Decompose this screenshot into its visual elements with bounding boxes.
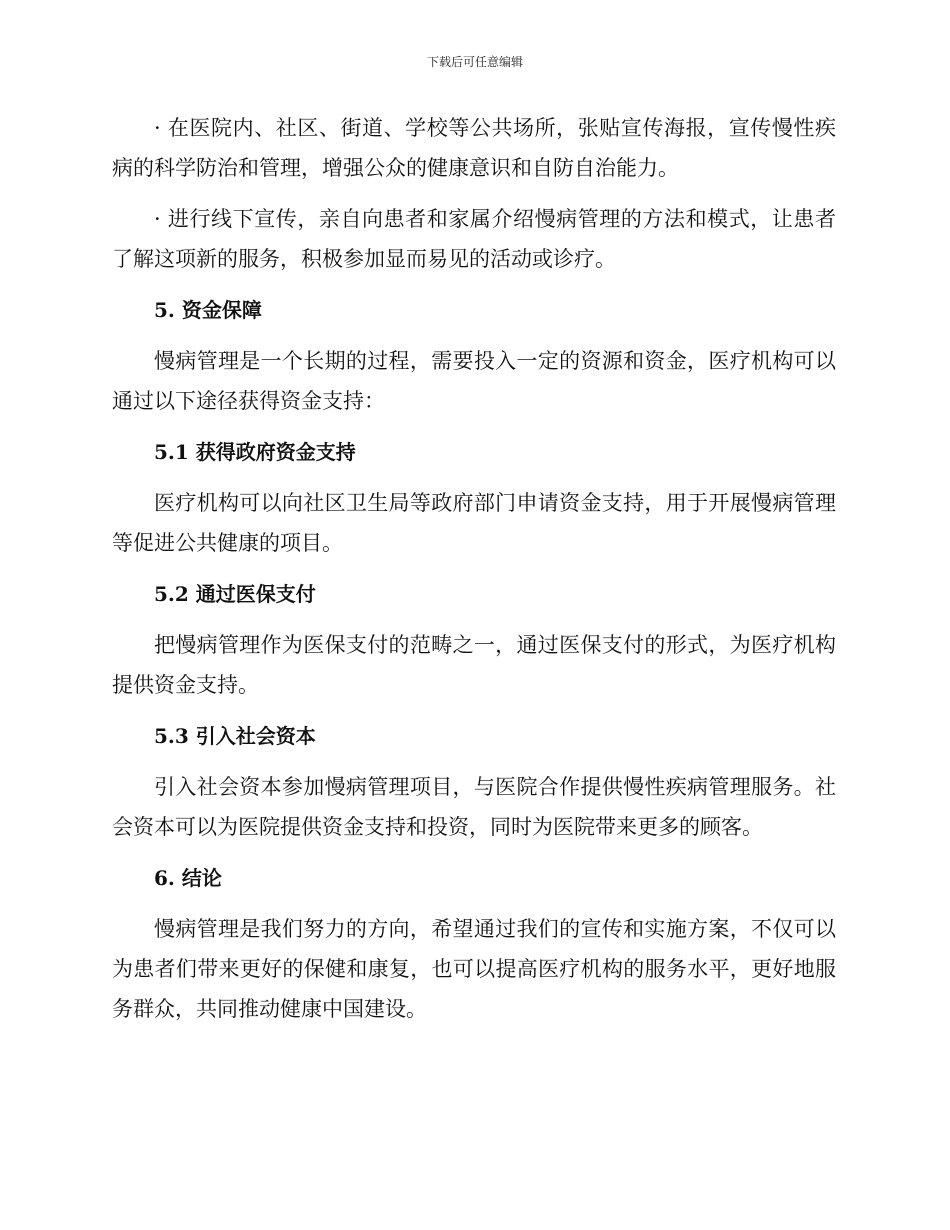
section-heading-funding: 5. 资金保障: [154, 298, 262, 322]
subsection-paragraph-medical-insurance: 把慢病管理作为医保支付的范畴之一，通过医保支付的形式，为医疗机构提供资金支持。: [112, 633, 836, 697]
subsection-heading-government-funding: 5.1 获得政府资金支持: [154, 440, 356, 464]
subsection-paragraph-social-capital: 引入社会资本参加慢病管理项目，与医院合作提供慢性疾病管理服务。社会资本可以为医院提供资金支持和投资，同时为医院带来更多的顾客。: [112, 775, 836, 839]
bullet-paragraph-offline-promotion: · 进行线下宣传，亲自向患者和家属介绍慢病管理的方法和模式，让患者了解这项新的服务，积极参加显而易见的活动或诊疗。: [112, 207, 836, 271]
section-paragraph-conclusion: 慢病管理是我们努力的方向，希望通过我们的宣传和实施方案，不仅可以为患者们带来更好的保健和康复，也可以提高医疗机构的服务水平，更好地服务群众，共同推动健康中国建设。: [112, 917, 836, 1021]
section-heading-conclusion: 6. 结论: [154, 866, 222, 890]
subsection-heading-medical-insurance: 5.2 通过医保支付: [154, 582, 316, 606]
document-body: [112, 108, 836, 1040]
subsection-paragraph-government-funding: 医疗机构可以向社区卫生局等政府部门申请资金支持，用于开展慢病管理等促进公共健康的项目。: [112, 491, 836, 555]
section-paragraph-funding: 慢病管理是一个长期的过程，需要投入一定的资源和资金，医疗机构可以通过以下途径获得资金支持：: [112, 349, 836, 413]
subsection-heading-social-capital: 5.3 引入社会资本: [154, 724, 316, 748]
bullet-paragraph-posters: · 在医院内、社区、街道、学校等公共场所，张贴宣传海报，宣传慢性疾病的科学防治和管理，增强公众的健康意识和自防自治能力。: [112, 116, 836, 180]
page-header-watermark: 下载后可任意编辑: [426, 55, 523, 69]
